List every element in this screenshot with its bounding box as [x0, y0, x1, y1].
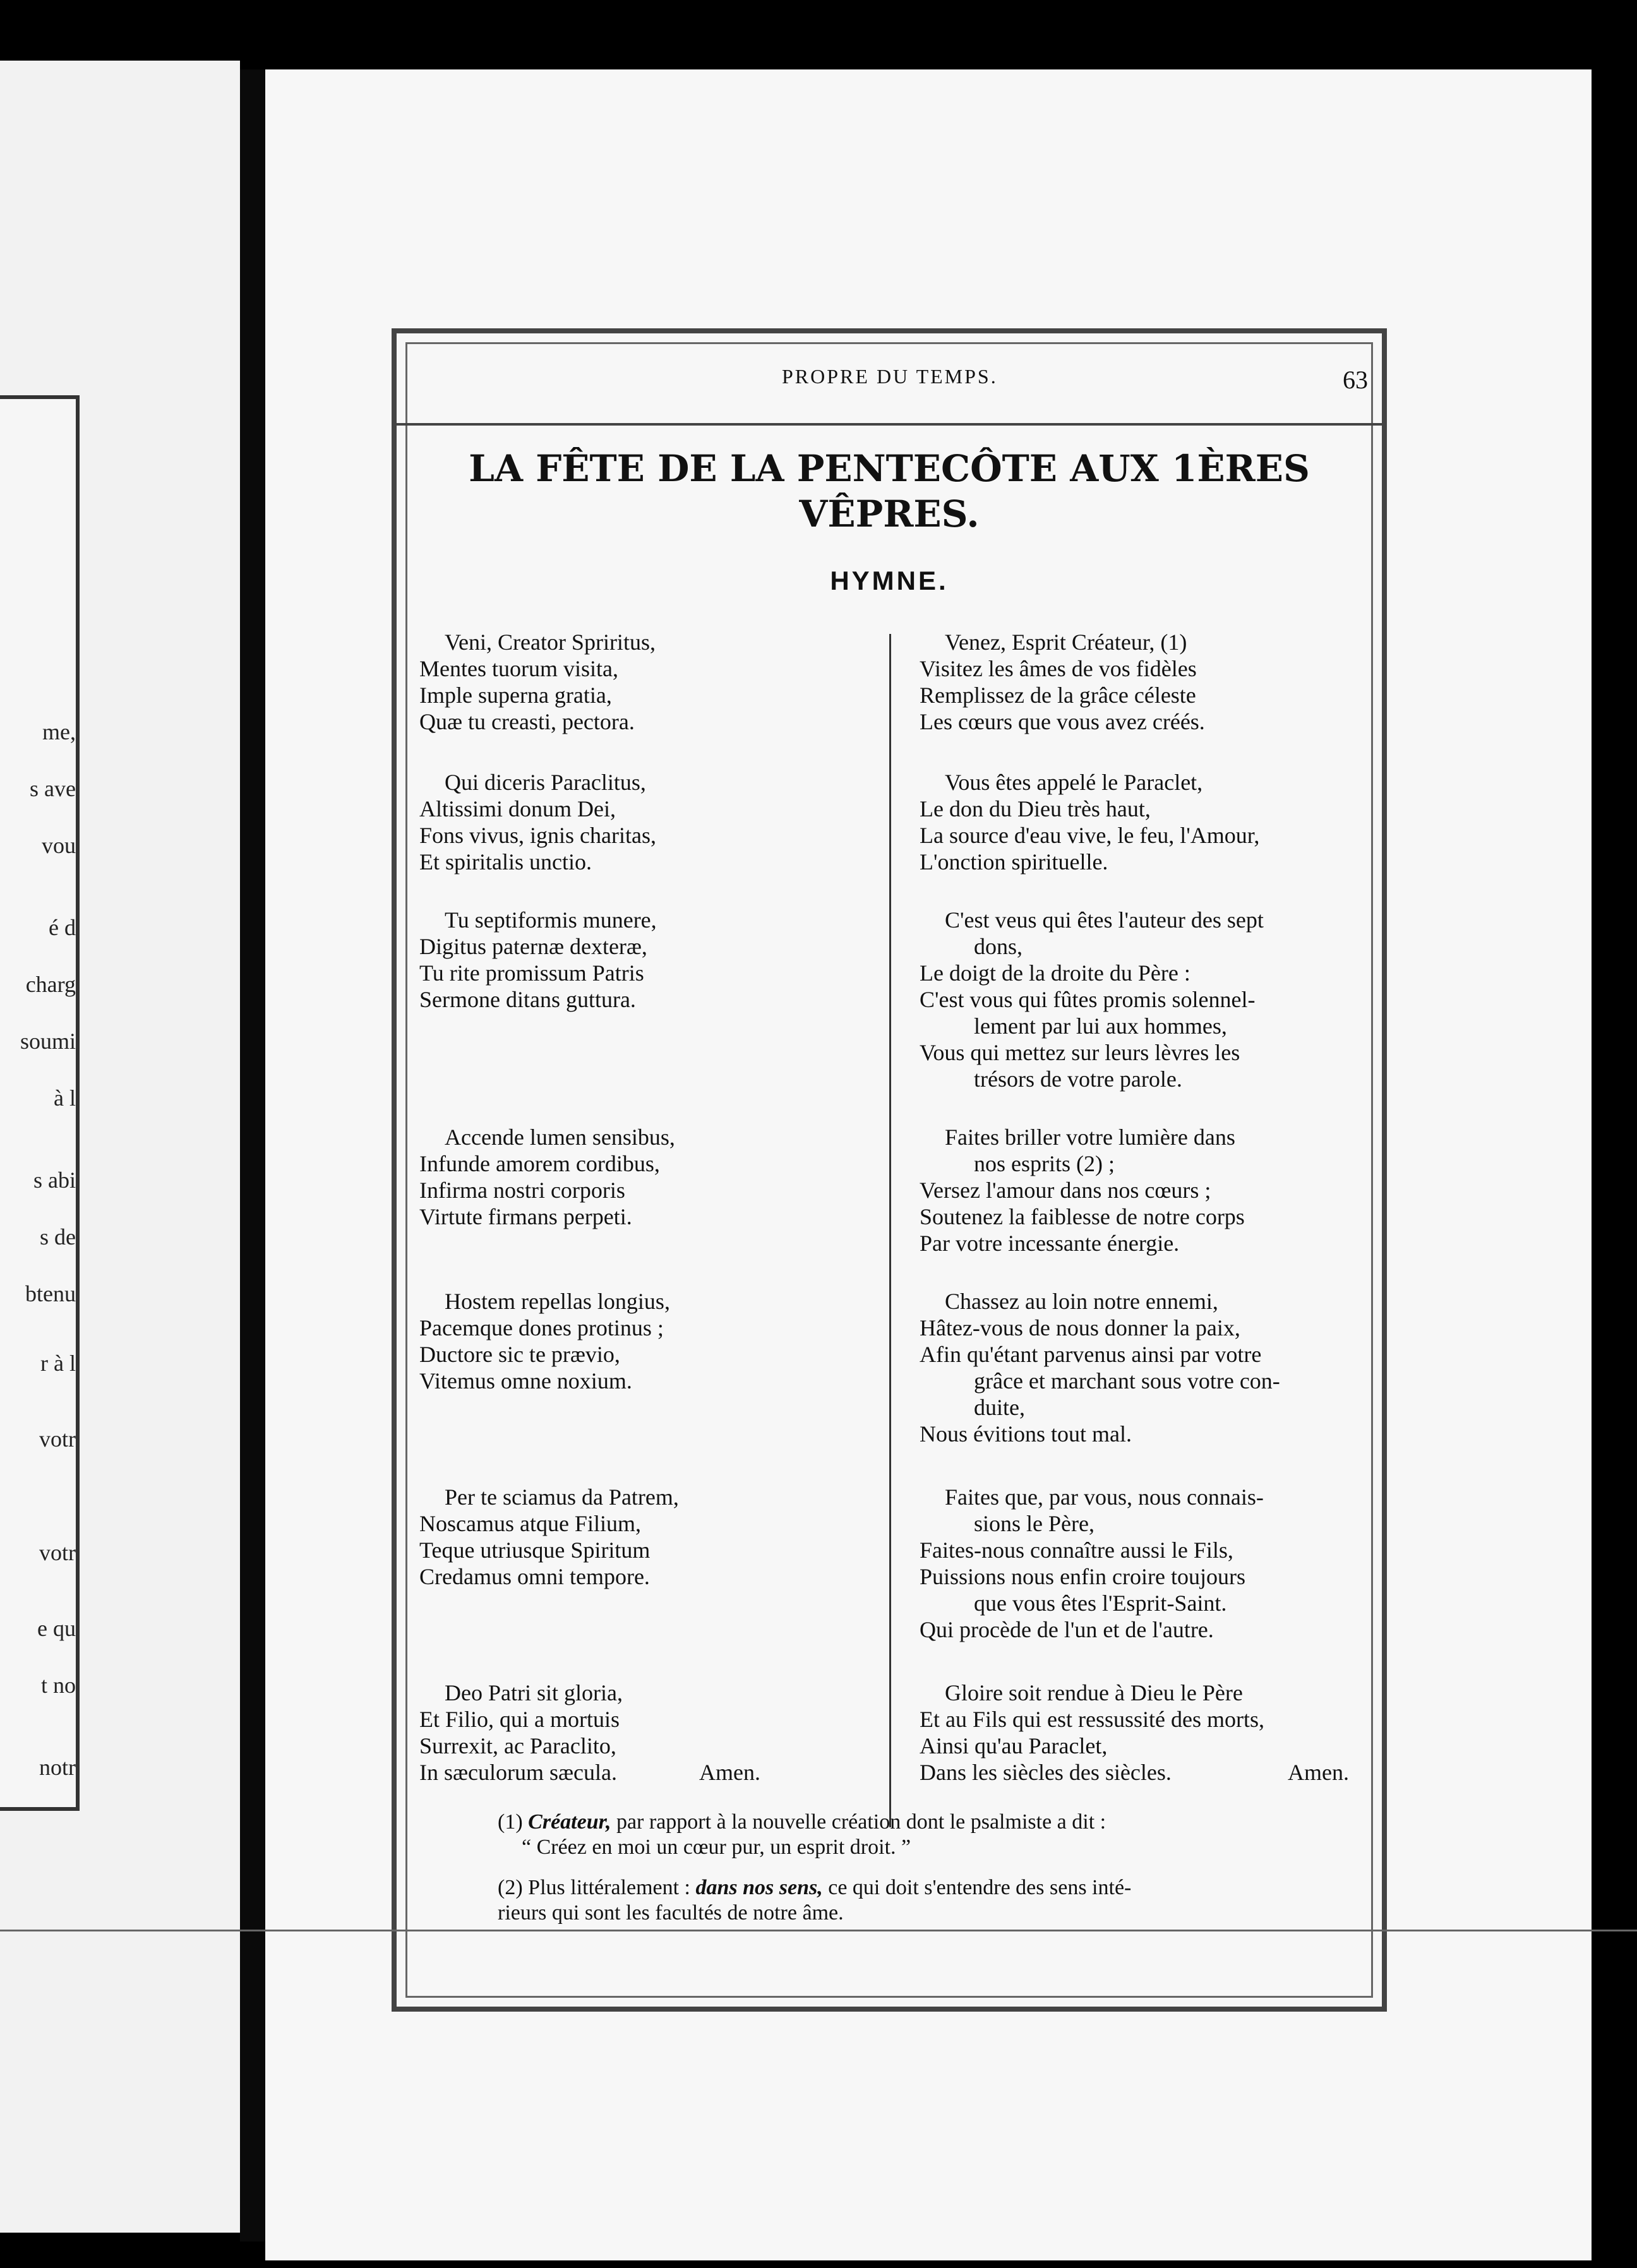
- verse-line-with-amen: [920, 1759, 1349, 1786]
- verse-line: In sæculorum sæcula.: [419, 1760, 617, 1785]
- french-stanza: [920, 907, 1362, 1092]
- verse-line-with-amen: [419, 1759, 760, 1786]
- header-rule: [397, 423, 1382, 426]
- verse-line: Tu rite promissum Patris: [419, 960, 644, 986]
- verse-line: Fons vivus, ignis charitas,: [419, 823, 656, 848]
- verse-line: lement par lui aux hommes,: [974, 1013, 1227, 1039]
- verse-line: trésors de votre parole.: [974, 1066, 1182, 1092]
- title-line-2: VÊPRES.: [799, 492, 980, 535]
- verse-line: Hâtez-vous de nous donner la paix,: [920, 1315, 1240, 1340]
- left-page-fragment: s abi: [33, 1167, 76, 1193]
- page-gutter: [240, 69, 265, 2241]
- french-stanza: [920, 1288, 1362, 1447]
- latin-stanza: [419, 1680, 773, 1786]
- left-page: [0, 61, 240, 2233]
- verse-line: C'est vous qui fûtes promis solennel-: [920, 987, 1256, 1012]
- title-line-1: LA FÊTE DE LA PENTECÔTE AUX 1ÈRES: [469, 447, 1310, 490]
- left-page-fragment: r à l: [40, 1351, 76, 1376]
- footnote-text: “ Créez en moi un cœur pur, un esprit droit. ”: [522, 1835, 911, 1859]
- verse-line: Deo Patri sit gloria,: [445, 1680, 623, 1705]
- verse-line: Altissimi donum Dei,: [419, 796, 616, 821]
- french-stanza: [920, 1484, 1362, 1643]
- french-stanza: [920, 629, 1362, 735]
- left-page-fragment: vou: [42, 833, 76, 858]
- verse-line: que vous êtes l'Esprit-Saint.: [974, 1591, 1227, 1616]
- verse-line: Remplissez de la grâce céleste: [920, 683, 1196, 708]
- latin-stanza: [419, 1484, 773, 1590]
- page-title: [435, 446, 1344, 537]
- verse-line: C'est veus qui êtes l'auteur des sept: [945, 907, 1264, 933]
- verse-line: Infirma nostri corporis: [419, 1178, 625, 1203]
- verse-line: grâce et marchant sous votre con-: [974, 1368, 1280, 1394]
- left-page-fragment: é d: [49, 915, 76, 940]
- left-page-fragment: e qu: [37, 1616, 76, 1641]
- french-stanza: [920, 1124, 1362, 1256]
- footnote-term: Créateur,: [528, 1810, 611, 1834]
- left-page-fragment: votr: [39, 1540, 76, 1565]
- verse-line: Quæ tu creasti, pectora.: [419, 709, 635, 734]
- verse-line: Et au Fils qui est ressussité des morts,: [920, 1707, 1264, 1732]
- verse-line: Afin qu'étant parvenus ainsi par votre: [920, 1342, 1262, 1367]
- verse-line: Infunde amorem cordibus,: [419, 1151, 660, 1176]
- verse-line: Accende lumen sensibus,: [445, 1125, 675, 1150]
- verse-line: Venez, Esprit Créateur, (1): [945, 630, 1187, 655]
- amen-label: Amen.: [699, 1760, 760, 1785]
- verse-line: Noscamus atque Filium,: [419, 1511, 641, 1536]
- verse-line: Mentes tuorum visita,: [419, 656, 618, 681]
- footnote-term: dans nos sens,: [695, 1876, 823, 1899]
- verse-line: Le doigt de la droite du Père :: [920, 960, 1190, 986]
- footnote-text: Plus littéralement :: [528, 1876, 690, 1899]
- latin-stanza: [419, 769, 773, 875]
- verse-line: Virtute firmans perpeti.: [419, 1204, 632, 1229]
- left-page-fragment: charg: [25, 972, 76, 997]
- footnote-text: ce qui doit s'entendre des sens inté-: [828, 1876, 1132, 1899]
- verse-line: Par votre incessante énergie.: [920, 1231, 1180, 1256]
- verse-line: Les cœurs que vous avez créés.: [920, 709, 1205, 734]
- footnote-text: par rapport à la nouvelle création dont le psalmiste a dit :: [616, 1810, 1106, 1834]
- verse-line: Ainsi qu'au Paraclet,: [920, 1733, 1108, 1758]
- verse-line: Versez l'amour dans nos cœurs ;: [920, 1178, 1211, 1203]
- french-stanza: [920, 769, 1362, 875]
- verse-line: Per te sciamus da Patrem,: [445, 1484, 679, 1510]
- verse-line: Credamus omni tempore.: [419, 1564, 650, 1589]
- verse-line: L'onction spirituelle.: [920, 849, 1108, 874]
- verse-line: sions le Père,: [974, 1511, 1094, 1536]
- verse-line: Dans les siècles des siècles.: [920, 1760, 1172, 1785]
- verse-line: Vous qui mettez sur leurs lèvres les: [920, 1040, 1240, 1065]
- hymn-heading: HYMNE.: [830, 566, 949, 595]
- left-page-fragment: me,: [42, 719, 76, 744]
- verse-line: duite,: [974, 1395, 1025, 1420]
- verse-line: Digitus paternæ dexteræ,: [419, 934, 647, 959]
- scan-artifact-line: [0, 1930, 1637, 1931]
- verse-line: La source d'eau vive, le feu, l'Amour,: [920, 823, 1260, 848]
- verse-line: Visitez les âmes de vos fidèles: [920, 656, 1197, 681]
- verse-line: Faites que, par vous, nous connais-: [945, 1484, 1264, 1510]
- verse-line: Vous êtes appelé le Paraclet,: [945, 770, 1203, 795]
- latin-stanza: [419, 1124, 773, 1230]
- french-stanza: [920, 1680, 1362, 1786]
- verse-line: Hostem repellas longius,: [445, 1289, 670, 1314]
- verse-line: Faites-nous connaître aussi le Fils,: [920, 1537, 1233, 1563]
- running-head: PROPRE DU TEMPS.: [782, 365, 998, 388]
- page-number: 63: [1343, 366, 1368, 394]
- verse-line: Qui diceris Paraclitus,: [445, 770, 646, 795]
- latin-stanza: [419, 907, 773, 1013]
- verse-line: Veni, Creator Spriritus,: [445, 630, 656, 655]
- footnote-2: [498, 1875, 1344, 1926]
- verse-line: Pacemque dones protinus ;: [419, 1315, 664, 1340]
- verse-line: Vitemus omne noxium.: [419, 1368, 632, 1394]
- left-page-frame: [0, 395, 80, 1811]
- verse-line: nos esprits (2) ;: [974, 1151, 1115, 1176]
- verse-line: Le don du Dieu très haut,: [920, 796, 1151, 821]
- amen-label: Amen.: [1288, 1760, 1349, 1785]
- verse-line: Ductore sic te prævio,: [419, 1342, 620, 1367]
- footnote-mark: (2): [498, 1876, 523, 1899]
- verse-line: Puissions nous enfin croire toujours: [920, 1564, 1245, 1589]
- verse-line: Sermone ditans guttura.: [419, 987, 636, 1012]
- verse-line: Teque utriusque Spiritum: [419, 1537, 651, 1563]
- footnote-mark: (1): [498, 1810, 523, 1834]
- verse-line: Faites briller votre lumière dans: [945, 1125, 1235, 1150]
- verse-line: Et spiritalis unctio.: [419, 849, 592, 874]
- verse-line: dons,: [974, 934, 1023, 959]
- left-page-fragment: à l: [54, 1085, 76, 1111]
- page-frame: [392, 328, 1387, 2012]
- verse-line: Chassez au loin notre ennemi,: [945, 1289, 1218, 1314]
- left-page-fragment: votr: [39, 1426, 76, 1452]
- verse-line: Et Filio, qui a mortuis: [419, 1707, 620, 1732]
- left-page-fragment: t no: [40, 1673, 76, 1698]
- latin-stanza: [419, 629, 773, 735]
- latin-stanza: [419, 1288, 773, 1394]
- verse-line: Nous évitions tout mal.: [920, 1421, 1132, 1447]
- verse-line: Qui procède de l'un et de l'autre.: [920, 1617, 1214, 1642]
- verse-line: Gloire soit rendue à Dieu le Père: [945, 1680, 1243, 1705]
- verse-line: Soutenez la faiblesse de notre corps: [920, 1204, 1245, 1229]
- left-page-fragment: notr: [39, 1755, 76, 1780]
- footnotes: [498, 1810, 1344, 1941]
- left-page-fragment: s ave: [30, 776, 76, 801]
- left-page-fragment: btenu: [25, 1281, 76, 1306]
- verse-line: Surrexit, ac Paraclito,: [419, 1733, 616, 1758]
- left-page-fragment: s de: [40, 1224, 76, 1250]
- verse-line: Tu septiformis munere,: [445, 907, 657, 933]
- left-page-fragment: soumi: [20, 1029, 76, 1054]
- verse-line: Imple superna gratia,: [419, 683, 612, 708]
- footnote-text: rieurs qui sont les facultés de notre âme.: [498, 1901, 844, 1925]
- footnote-1: [498, 1810, 1344, 1860]
- column-divider: [889, 634, 891, 1827]
